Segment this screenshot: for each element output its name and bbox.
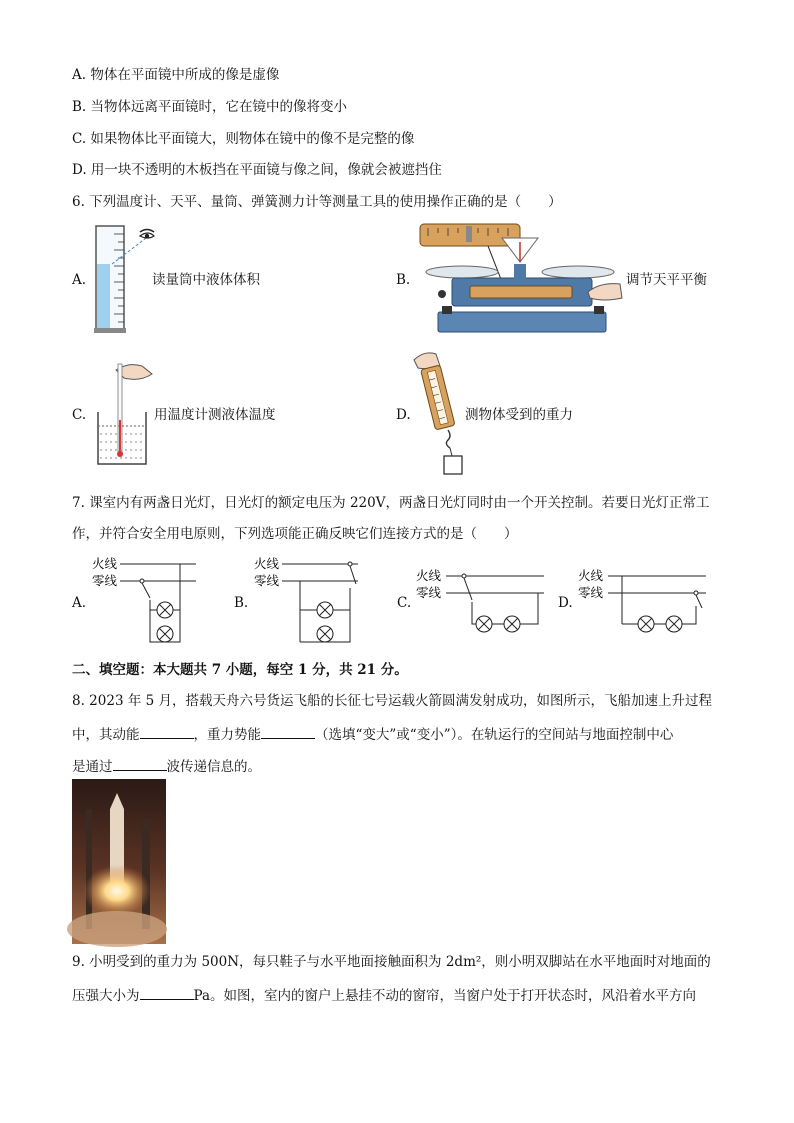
q5-option-d: D. 用一块不透明的木板挡在平面镜与像之间，像就会被遮挡住	[72, 162, 442, 178]
q9-text-a: 压强大小为	[72, 988, 140, 1004]
q8-text-b: ，重力势能	[193, 727, 261, 743]
q9-blank-1[interactable]	[140, 985, 194, 1000]
q8-text-d: 是通过	[72, 759, 113, 775]
circuit-c	[416, 566, 548, 636]
q5-option-b: B. 当物体远离平面镜时，它在镜中的像将变小	[72, 99, 348, 115]
circuit-a	[92, 556, 202, 648]
q6-option-d-caption: 测物体受到的重力	[465, 407, 573, 423]
circuit-d	[578, 566, 710, 636]
live-wire-label: 火线	[254, 556, 280, 571]
q5-option-a: A. 物体在平面镜中所成的像是虚像	[72, 67, 280, 83]
q8-text-e: 波传递信息的。	[166, 759, 261, 775]
q7-option-a-letter: A.	[72, 595, 87, 611]
spring-scale-figure	[410, 348, 470, 478]
thermometer-beaker-figure	[94, 360, 156, 468]
q6-option-d-letter: D.	[396, 407, 411, 423]
q8-line-1: 8. 2023 年 5 月，搭载天舟六号货运飞船的长征七号运载火箭圆满发射成功，如图所示，飞船加速上升过程	[72, 693, 712, 709]
rocket-launch-photo	[72, 779, 166, 944]
neutral-wire-label: 零线	[254, 573, 280, 588]
q8-line-2	[72, 724, 673, 744]
q8-line-3	[72, 756, 261, 776]
q9-text-b: Pa。如图，室内的窗户上悬挂不动的窗帘，当窗户处于打开状态时，风沿着水平方向	[193, 988, 697, 1004]
q8-blank-1[interactable]	[140, 724, 194, 739]
q6-option-b-caption: 调节天平平衡	[626, 272, 707, 288]
neutral-wire-label: 零线	[578, 585, 604, 600]
q7-option-d-letter: D.	[558, 595, 573, 611]
q9-line-1: 9. 小明受到的重力为 500N，每只鞋子与水平地面接触面积为 2dm²，则小明双脚站在水平地面时对地面的	[72, 954, 711, 970]
q7-line-2: 作，并符合安全用电原则，下列选项能正确反映它们连接方式的是（ ）	[72, 526, 518, 542]
balance-figure	[418, 220, 628, 338]
q7-option-c-letter: C.	[397, 595, 412, 611]
q8-text-c: （选填“变大”或“变小”）。在轨运行的空间站与地面控制中心	[315, 727, 674, 743]
q7-option-b-letter: B.	[234, 595, 249, 611]
q6-option-a-letter: A.	[72, 272, 87, 288]
graduated-cylinder-figure	[92, 224, 162, 336]
q6-option-a-caption: 读量筒中液体体积	[152, 272, 260, 288]
neutral-wire-label: 零线	[92, 573, 118, 588]
live-wire-label: 火线	[416, 568, 442, 583]
q5-option-c: C. 如果物体比平面镜大，则物体在镜中的像不是完整的像	[72, 131, 415, 147]
live-wire-label: 火线	[92, 556, 118, 571]
q6-option-c-letter: C.	[72, 407, 87, 423]
neutral-wire-label: 零线	[416, 585, 442, 600]
q8-text-a: 中，其动能	[72, 727, 140, 743]
q6-stem: 6. 下列温度计、天平、量筒、弹簧测力计等测量工具的使用操作正确的是（ ）	[72, 194, 562, 210]
circuit-b	[254, 556, 364, 648]
q6-option-c-caption: 用温度计测液体温度	[154, 407, 276, 423]
q8-blank-3[interactable]	[113, 756, 167, 771]
q9-line-2	[72, 985, 696, 1005]
q8-blank-2[interactable]	[261, 724, 315, 739]
section-2-heading: 二、填空题：本大题共 7 小题，每空 1 分，共 21 分。	[72, 662, 408, 678]
q7-line-1: 7. 课室内有两盏日光灯，日光灯的额定电压为 220V，两盏日光灯同时由一个开关控制。若要日光灯正常工	[72, 495, 710, 511]
q6-option-b-letter: B.	[396, 272, 411, 288]
live-wire-label: 火线	[578, 568, 604, 583]
